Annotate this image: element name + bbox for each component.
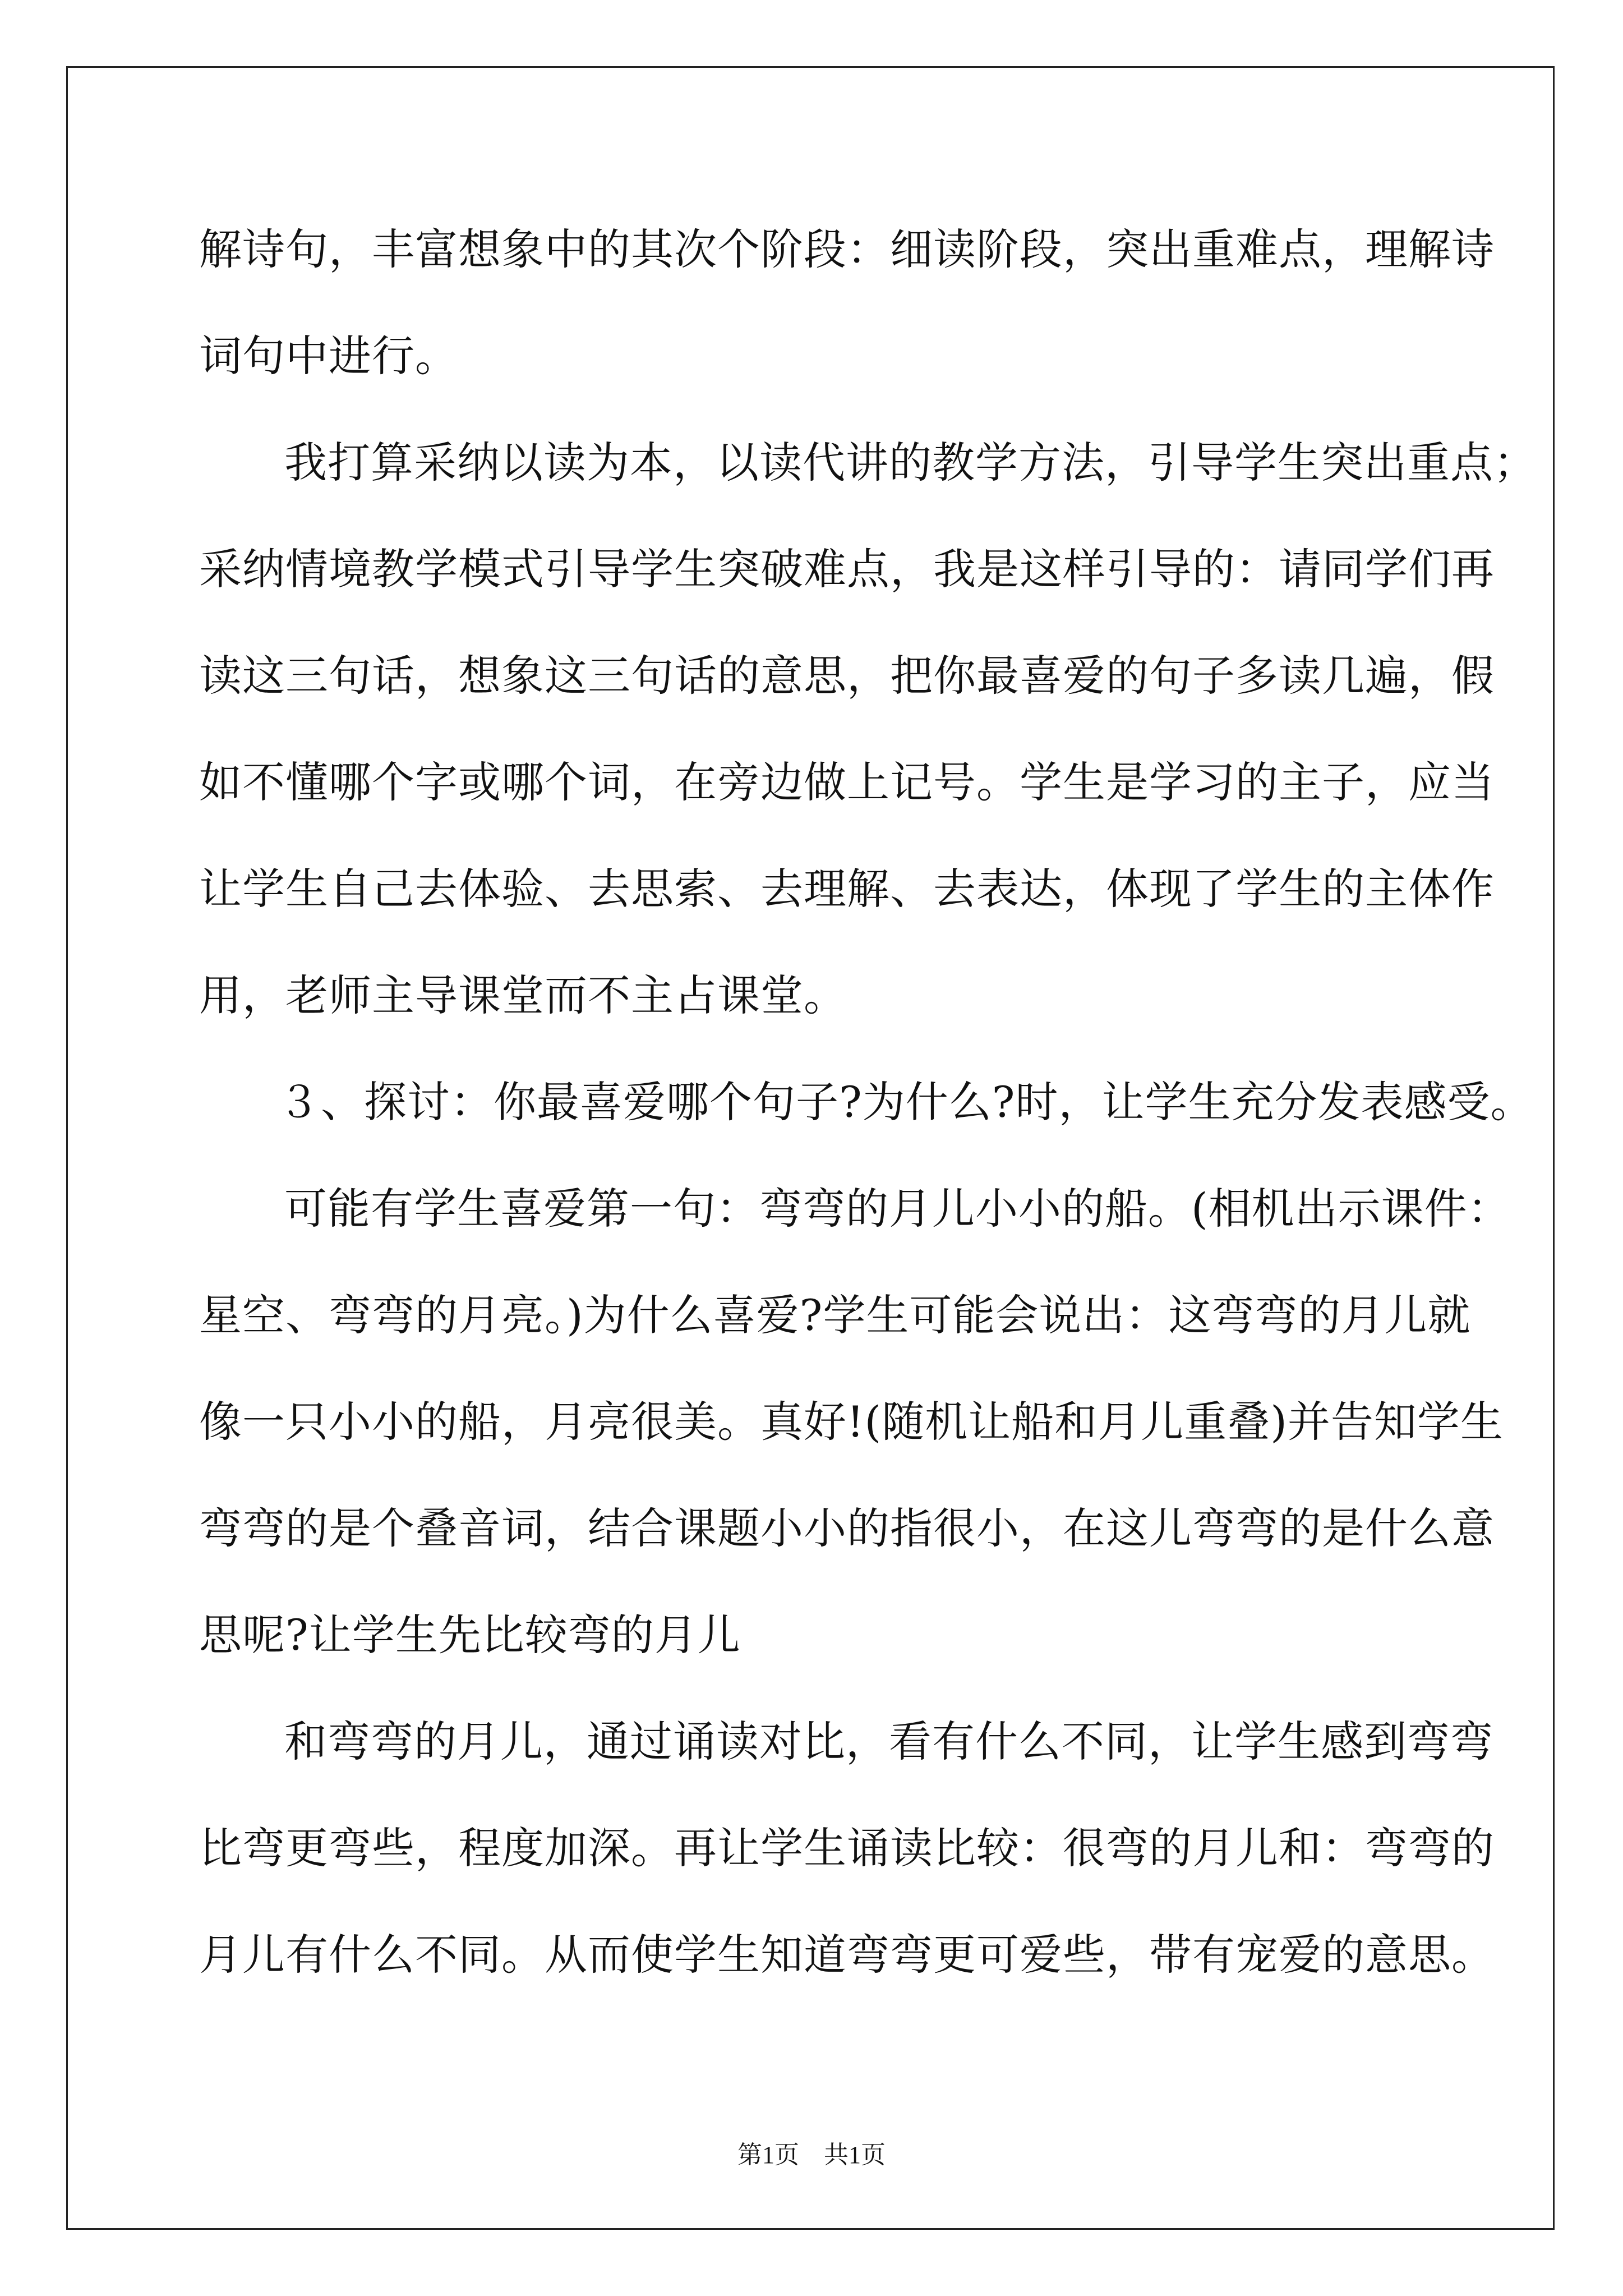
- text-line: 比弯更弯些，程度加深。再让学生诵读比较：很弯的月儿和：弯弯的: [199, 1823, 1495, 1873]
- text-line: 思呢?让学生先比较弯的月儿: [199, 1610, 741, 1660]
- text-line: 解诗句，丰富想象中的其次个阶段：细读阶段，突出重难点，理解诗: [199, 224, 1495, 274]
- text-line: 用，老师主导课堂而不主占课堂。: [199, 970, 847, 1020]
- text-line: 弯弯的是个叠音词，结合课题小小的指很小，在这儿弯弯的是什么意: [199, 1503, 1495, 1553]
- text-line: 月儿有什么不同。从而使学生知道弯弯更可爱些，带有宠爱的意思。: [199, 1930, 1495, 1980]
- text-line: 读这三句话，想象这三句话的意思，把你最喜爱的句子多读几遍，假: [199, 651, 1495, 701]
- text-line: 星空、弯弯的月亮。)为什么喜爱?学生可能会说出：这弯弯的月儿就: [199, 1290, 1471, 1340]
- text-line: 和弯弯的月儿，通过诵读对比，看有什么不同，让学生感到弯弯: [284, 1717, 1493, 1766]
- text-line: 如不懂哪个字或哪个词，在旁边做上记号。学生是学习的主子，应当: [199, 757, 1495, 807]
- text-line: 让学生自己去体验、去思索、去理解、去表达，体现了学生的主体作: [199, 864, 1495, 914]
- page-number-footer: 第1页 共1页: [737, 2141, 886, 2169]
- text-line: 像一只小小的船，月亮很美。真好!(随机让船和月儿重叠)并告知学生: [199, 1397, 1504, 1447]
- text-line: ３、探讨：你最喜爱哪个句子?为什么?时，让学生充分发表感受。: [278, 1077, 1534, 1127]
- text-line: 我打算采纳以读为本，以读代讲的教学方法，引导学生突出重点；: [284, 438, 1537, 487]
- text-line: 采纳情境教学模式引导学生突破难点，我是这样引导的：请同学们再: [199, 544, 1495, 594]
- text-line: 词句中进行。: [199, 331, 458, 381]
- text-line: 可能有学生喜爱第一句：弯弯的月儿小小的船。(相机出示课件：: [284, 1184, 1511, 1234]
- document-body: [199, 222, 1537, 2033]
